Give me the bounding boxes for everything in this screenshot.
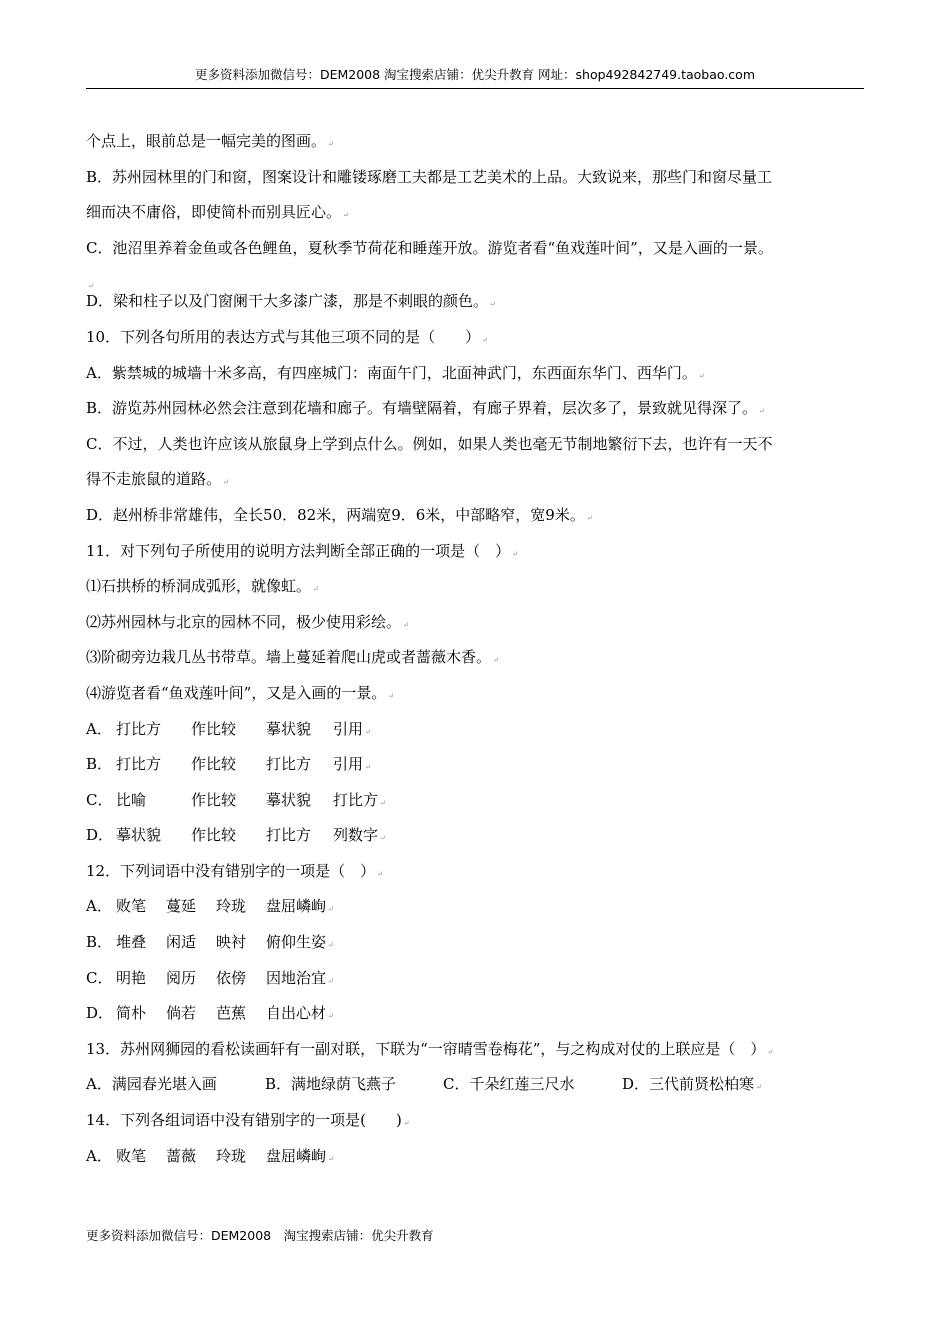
paragraph-mark-icon: ↵ xyxy=(328,1154,334,1163)
document-body xyxy=(86,124,866,1174)
question-stem: 10．下列各句所用的表达方式与其他三项不同的是（ ） ↵ xyxy=(86,327,488,346)
question-stem: 12．下列词语中没有错别字的一项是（ ） ↵ xyxy=(86,861,383,880)
question-stem: 11．对下列句子所使用的说明方法判断全部正确的一项是（ ） ↵ xyxy=(86,541,518,560)
option-line: B． 打比方 作比较 打比方 引用 ↵ xyxy=(86,755,371,774)
paragraph-mark-icon: ↵ xyxy=(365,727,371,736)
paragraph-mark-icon: ↵ xyxy=(490,300,496,309)
paragraph-mark-icon: ↵ xyxy=(365,763,371,772)
paragraph-mark-icon: ↵ xyxy=(328,905,334,914)
paragraph-mark-icon: ↵ xyxy=(88,282,94,291)
option-line: A．满园春光堪入画 B．满地绿荫飞燕子 C．千朵红莲三尺水 D．三代前贤松柏寒 ↵ xyxy=(86,1075,762,1094)
paragraph-mark-icon: ↵ xyxy=(698,371,705,380)
paragraph-mark-icon: ↵ xyxy=(328,941,334,950)
question-stem: 13．苏州网狮园的看松读画轩有一副对联，下联为“一帘晴雪卷梅花”，与之构成对仗的上联应是（ ） ↵ xyxy=(86,1039,774,1058)
text-line: D．赵州桥非常雄伟，全长50．82米，两端宽9．6米，中部略窄，宽9米。 ↵ xyxy=(86,505,593,524)
paragraph-mark-icon: ↵ xyxy=(767,1047,774,1056)
text-line-continuation xyxy=(86,266,866,291)
paragraph-mark-icon: ↵ xyxy=(388,691,395,700)
paragraph-mark-icon: ↵ xyxy=(328,976,334,985)
text-line: C．池沼里养着金鱼或各色鲤鱼，夏秋季节荷花和睡莲开放。游览者看“鱼戏莲叶间”，又是入画的一景。 xyxy=(86,238,773,257)
paragraph-mark-icon: ↵ xyxy=(493,656,499,665)
paragraph-mark-icon: ↵ xyxy=(343,211,349,220)
text-line: ⑷游览者看“鱼戏莲叶间”，又是入画的一景。 ↵ xyxy=(86,683,395,702)
page-footer: 更多资料添加微信号：DEM2008 淘宝搜索店铺：优尖升教育 xyxy=(86,1228,434,1243)
paragraph-mark-icon: ↵ xyxy=(512,549,518,558)
option-line: C． 明艳 阅历 依傍 因地治宜 ↵ xyxy=(86,968,334,987)
paragraph-mark-icon: ↵ xyxy=(313,585,319,594)
question-stem: 14．下列各组词语中没有错别字的一项是( ) ↵ xyxy=(86,1111,410,1130)
text-line: ⑶阶砌旁边栽几丛书带草。墙上蔓延着爬山虎或者蔷薇木香。 ↵ xyxy=(86,648,499,667)
text-line: 细而决不庸俗，即使简朴而别具匠心。 ↵ xyxy=(86,203,349,222)
text-line: D．梁和柱子以及门窗阑干大多漆广漆，那是不刺眼的颜色。 ↵ xyxy=(86,292,496,311)
option-line: D． 摹状貌 作比较 打比方 列数字 ↵ xyxy=(86,826,386,845)
paragraph-mark-icon: ↵ xyxy=(328,140,334,148)
paragraph-mark-icon: ↵ xyxy=(328,1012,334,1021)
option-line: A． 败笔 蔓延 玲珑 盘屈嶙峋 ↵ xyxy=(86,897,334,916)
paragraph-mark-icon: ↵ xyxy=(759,407,765,416)
text-line: ⑴石拱桥的桥洞成弧形，就像虹。 ↵ xyxy=(86,577,319,596)
text-line: B．苏州园林里的门和窗，图案设计和雕镂琢磨工夫都是工艺美术的上品。大致说来，那些门和窗尽量工 xyxy=(86,167,773,186)
paragraph-mark-icon: ↵ xyxy=(223,478,229,487)
text-line: 得不走旅鼠的道路。 ↵ xyxy=(86,470,229,489)
option-line: A． 败笔 蔷薇 玲珑 盘屈嶙峋 ↵ xyxy=(86,1146,334,1165)
text-line: C．不过，人类也许应该从旅鼠身上学到点什么。例如，如果人类也毫无节制地繁衍下去，也许有一天不 xyxy=(86,434,773,453)
option-line: D． 简朴 倘若 芭蕉 自出心材 ↵ xyxy=(86,1004,334,1023)
paragraph-mark-icon: ↵ xyxy=(403,1119,410,1128)
option-line: A． 打比方 作比较 摹状貌 引用 ↵ xyxy=(86,719,371,738)
paragraph-mark-icon: ↵ xyxy=(377,869,383,878)
option-line: B． 堆叠 闲适 映衬 俯仰生姿 ↵ xyxy=(86,933,334,952)
page-header: 更多资料添加微信号：DEM2008 淘宝搜索店铺：优尖升教育 网址：shop492842749.taobao.com xyxy=(86,62,864,89)
paragraph-mark-icon: ↵ xyxy=(586,513,593,522)
paragraph-mark-icon: ↵ xyxy=(403,620,409,629)
paragraph-mark-icon: ↵ xyxy=(380,834,386,843)
text-line: 个点上，眼前总是一幅完美的图画。 ↵ xyxy=(86,132,334,150)
paragraph-mark-icon: ↵ xyxy=(380,798,386,807)
option-line: C． 比喻 作比较 摹状貌 打比方 ↵ xyxy=(86,790,386,809)
text-line: ⑵苏州园林与北京的园林不同，极少使用彩绘。 ↵ xyxy=(86,612,409,631)
paragraph-mark-icon: ↵ xyxy=(482,335,488,344)
text-line: B．游览苏州园林必然会注意到花墙和廊子。有墙壁隔着，有廊子界着，层次多了，景致就见得深了。 ↵ xyxy=(86,399,765,418)
paragraph-mark-icon: ↵ xyxy=(756,1083,762,1092)
text-line: A．紫禁城的城墙十米多高，有四座城门：南面午门，北面神武门，东西面东华门、西华门。 ↵ xyxy=(86,363,705,382)
